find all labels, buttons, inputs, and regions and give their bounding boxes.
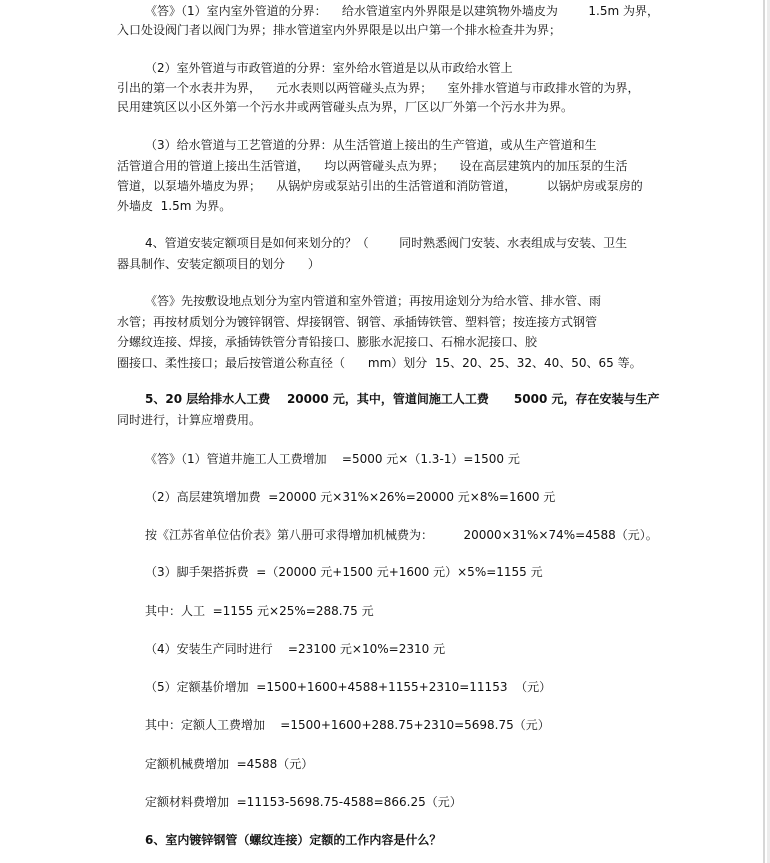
text-line: 其中：定额人工费增加 =1500+1600+288.75+2310=5698.75（元） [145,718,550,732]
text-line: 定额材料费增加 =11153-5698.75-4588=866.25（元） [145,795,462,809]
question-line: 同时进行，计算应增费用。 [117,413,262,427]
text-line: （2）室外管道与市政管道的分界：室外给水管道是以从市政给水管上 [145,61,513,75]
text-line: 水管；再按材质划分为镀锌钢管、焊接钢管、钢管、承插铸铁管、塑料管；按连接方式钢管 [117,315,598,329]
question-line: 6、室内镀锌钢管（螺纹连接）定额的工作内容是什么？ [145,833,442,847]
text-line: 管道，以泵墙外墙皮为界； 从锅炉房或泵站引出的生活管道和消防管道， 以锅炉房或泵房的 [117,179,643,193]
text-line: 定额机械费增加 =4588（元） [145,757,314,771]
text-line: 《答》先按敷设地点划分为室内管道和室外管道；再按用途划分为给水管、排水管、雨 [145,294,602,308]
text-line: （4）安装生产同时进行 =23100 元×10%=2310 元 [145,642,446,656]
text-line: 外墙皮 1.5m 为界。 [117,199,232,213]
text-line: 引出的第一个水表井为界， 元水表则以两管碰头点为界； 室外排水管道与市政排水管的为界， [117,81,640,95]
text-line: （2）高层建筑增加费 =20000 元×31%×26%=20000 元×8%=1600 元 [145,490,556,504]
question-line: 器具制作、安装定额项目的划分 ） [117,257,320,271]
text-line: 按《江苏省单位估价表》第八册可求得增加机械费为： 20000×31%×74%=4588（元）。 [145,528,658,542]
text-line: 分螺纹连接、焊接，承插铸铁管分青铅接口、膨胀水泥接口、石棉水泥接口、胶 [117,335,538,349]
text-line: 活管道合用的管道上接出生活管道， 均以两管碰头点为界； 设在高层建筑内的加压泵的生活 [117,159,628,173]
text-line: 圈接口、柔性接口；最后按管道公称直径（ mm）划分 15、20、25、32、40、50、65 等。 [117,356,642,370]
text-line: （3）脚手架搭拆费 =（20000 元+1500 元+1600 元）×5%=1155 元 [145,565,543,579]
text-line: 民用建筑区以小区外第一个污水井或两管碰头点为界，厂区以厂外第一个污水井为界。 [117,100,574,114]
text-line: （5）定额基价增加 =1500+1600+4588+1155+2310=11153 （元） [145,680,552,694]
page-edge [763,0,765,863]
text-line: （3）给水管道与工艺管道的分界：从生活管道上接出的生产管道，或从生产管道和生 [145,138,597,152]
text-line: 《答》（1）管道井施工人工费增加 =5000 元×（1.3-1）=1500 元 [145,452,520,466]
question-line: 4、管道安装定额项目是如何来划分的？（ 同时熟悉阀门安装、水表组成与安装、卫生 [145,236,628,250]
text-line: 其中：人工 =1155 元×25%=288.75 元 [145,604,374,618]
text-line: 入口处设阀门者以阀门为界；排水管道室内外界限是以出户第一个排水检查井为界； [117,23,562,37]
text-line: 《答》（1）室内室外管道的分界： 给水管道室内外界限是以建筑物外墙皮为 1.5m 为界， [145,4,659,18]
question-line: 5、20 层给排水人工费 20000 元，其中，管道间施工人工费 5000 元，存在安装与生产 [145,392,660,406]
